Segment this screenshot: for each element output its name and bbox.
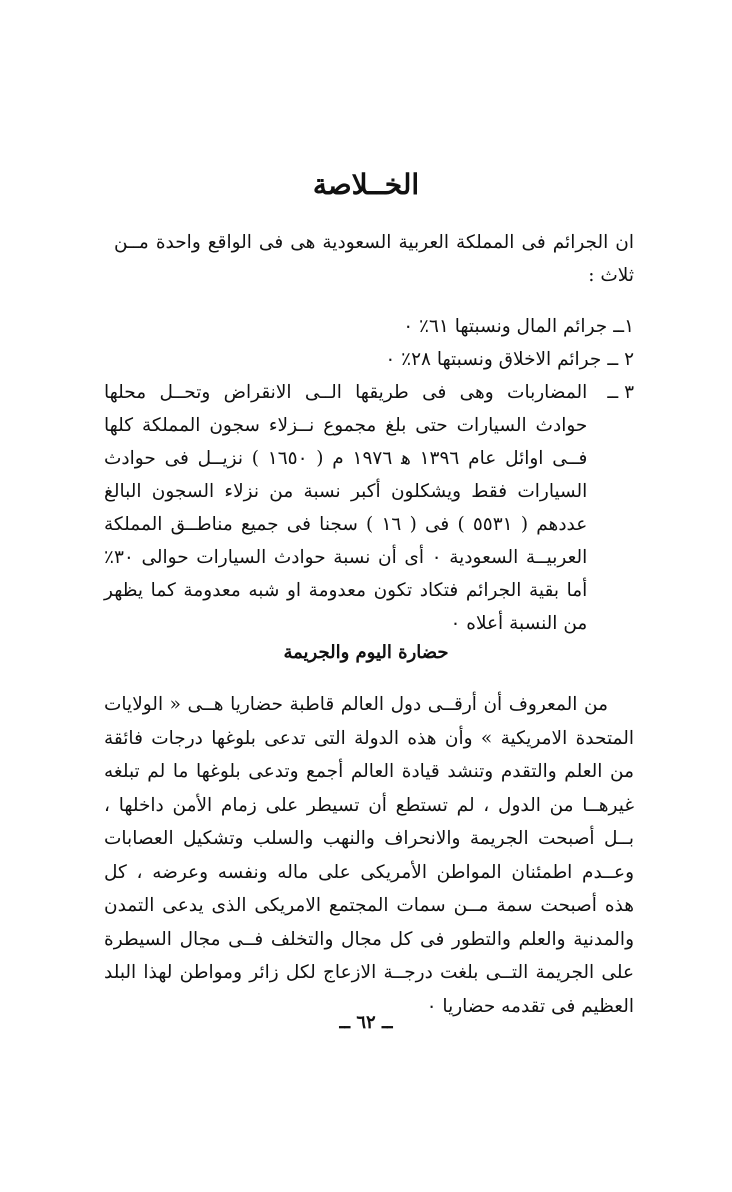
list-item-text: جرائم الاخلاق ونسبتها ٢٨٪ ٠ xyxy=(385,349,602,370)
list-item-number: ١ــ xyxy=(613,316,634,337)
list-item xyxy=(104,376,634,640)
list-item-text: المضاربات وهى فى طريقها الــى الانقراض وتحــل محلها حوادث السيارات حتى بلغ مجموع نــزلاء سجون المملكة كلها فــى اوائل عام ١٣٩٦ ﻫ ١٩٧٦ م ( ١٦٥٠ ) نزيــل فى حوادث السيارات فقط ويشكلون أكبر نسبة من نزلاء السجون البالغ عددهم ( ٥٥٣١ ) فى ( ١٦ ) سجنا فى جميع مناطــق المملكة العربيــة السعودية ٠ أى أن نسبة حوادث السيارات حوالى ٣٠٪ أما بقية الجرائم فتكاد تكون معدومة او شبه معدومة كما يظهر من النسبة أعلاه ٠ xyxy=(104,382,588,634)
page-title: الخــلاصة xyxy=(312,168,420,201)
list-item xyxy=(104,310,634,343)
list-item-text: جرائم المال ونسبتها ٦١٪ ٠ xyxy=(403,316,608,337)
page-number: ــ ٦٢ ــ xyxy=(339,1012,393,1033)
body-paragraph: من المعروف أن أرقــى دول العالم قاطبة حضاريا هــى « الولايات المتحدة الامريكية » وأن هذه الدولة التى تدعى بلوغها درجات فائقة من العلم والتقدم وتنشد قيادة العالم أجمع وتدعى بلوغها ما لم تبلغه غيرهــا من الدول ، لم تستطع أن تسيطر على زمام الأمن داخلها ، بــل أصبحت الجريمة والانحراف والنهب والسلب وتشكيل العصابات وعــدم اطمئنان المواطن الأمريكى على ماله ونفسه وعرضه ، كل هذه أصبحت سمة مــن سمات المجتمع الامريكى الذى يدعى التمدن والمدنية والعلم والتطور فى كل مجال والتخلف فــى مجال السيطرة على الجريمة التــى بلغت درجــة الازعاج لكل زائر ومواطن لهذا البلد العظيم فى تقدمه حضاريا ٠ xyxy=(104,694,634,1017)
list-item-number: ٣ ــ xyxy=(607,382,634,403)
intro-paragraph: ان الجرائم فى المملكة العربية السعودية هى فى الواقع واحدة مــن ثلاث : xyxy=(114,232,634,286)
crime-types-list xyxy=(104,310,634,640)
list-item xyxy=(104,343,634,376)
section-heading: حضارة اليوم والجريمة xyxy=(283,642,449,663)
list-item-number: ٢ ــ xyxy=(607,349,634,370)
